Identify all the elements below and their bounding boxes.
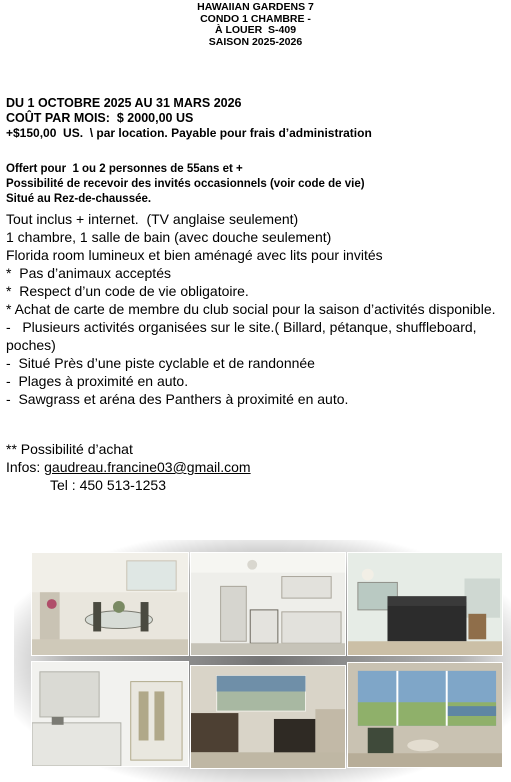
listing-header (0, 2, 511, 48)
rental-dates: DU 1 OCTOBRE 2025 AU 31 MARS 2026 (6, 96, 242, 110)
detail-line: - Plages à proximité en auto. (6, 373, 189, 389)
detail-line: - Plusieurs activités organisées sur le site.( Billard, pétanque, shuffleboard, poches) (6, 319, 481, 353)
detail-line: * Pas d’animaux acceptés (6, 265, 171, 281)
offer-line: Possibilité de recevoir des invités occasionnels (voir code de vie) (6, 178, 365, 190)
bathroom-photo (31, 661, 189, 767)
detail-line: 1 chambre, 1 salle de bain (avec douche seulement) (6, 229, 332, 245)
detail-line: - Situé Près d’une piste cyclable et de randonnée (6, 355, 315, 371)
header-line: HAWAIIAN GARDENS 7 (197, 1, 314, 13)
rental-terms (6, 96, 506, 141)
dining-area-photo (31, 552, 189, 656)
header-line: CONDO 1 CHAMBRE - (200, 12, 311, 25)
rental-price: COÛT PAR MOIS: $ 2000,00 US (6, 111, 194, 125)
offer-line: Offert pour 1 ou 2 personnes de 55ans et + (6, 163, 243, 175)
offer-section (6, 162, 506, 207)
contact-infos (6, 458, 506, 476)
details-section (6, 210, 506, 408)
florida-room-photo (347, 662, 503, 768)
detail-line: - Sawgrass et aréna des Panthers à proximité en auto. (6, 391, 349, 407)
infos-label: Infos: (6, 459, 45, 475)
phone-number: Tel : 450 513-1253 (50, 477, 166, 493)
purchase-note: ** Possibilité d’achat (6, 441, 133, 457)
detail-line: * Respect d’un code de vie obligatoire. (6, 283, 249, 299)
email-link[interactable]: gaudreau.francine03@gmail.com (44, 459, 251, 475)
contact-section (6, 440, 506, 494)
rental-fee: +$150,00 US. \ par location. Payable pour frais d’administration (6, 126, 372, 140)
detail-line: Florida room lumineux et bien aménagé avec lits pour invités (6, 247, 383, 263)
header-line: À LOUER S-409 (214, 24, 297, 36)
header-line: SAISON 2025-2026 (208, 35, 303, 48)
kitchen-photo (190, 552, 346, 656)
living-room-photo (190, 665, 346, 769)
offer-line: Situé au Rez-de-chaussée. (6, 193, 152, 205)
bedroom-photo (347, 552, 503, 656)
detail-line: Tout inclus + internet. (TV anglaise seulement) (6, 211, 299, 227)
detail-line: * Achat de carte de membre du club social pour la saison d’activités disponible. (6, 301, 496, 317)
